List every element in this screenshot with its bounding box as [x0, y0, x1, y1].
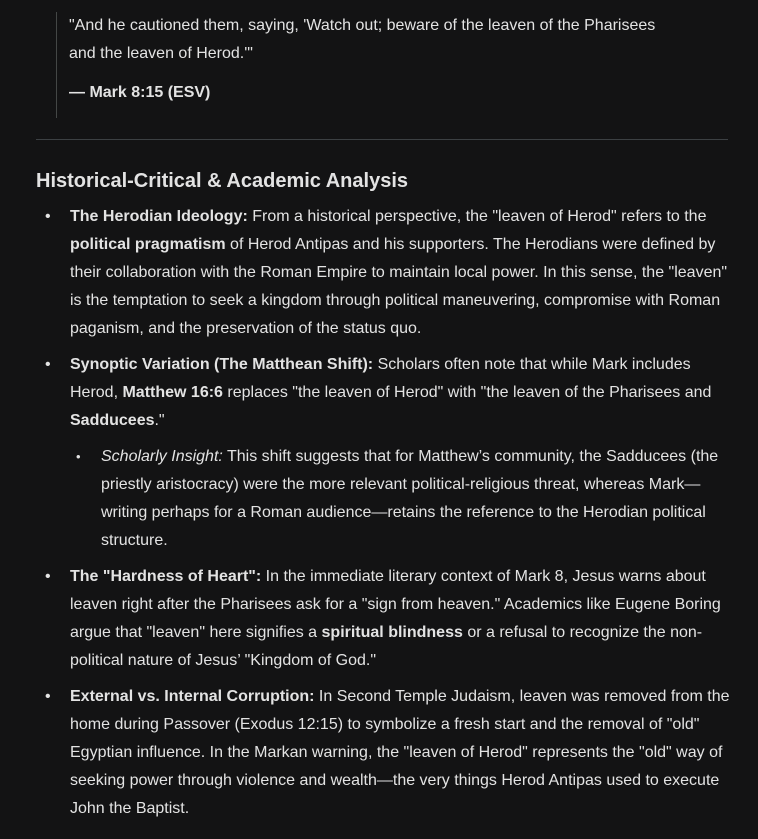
item-emphasis: spiritual blindness: [321, 624, 463, 641]
item-emphasis: political pragmatism: [70, 236, 226, 253]
sub-item-label: Scholarly Insight:: [101, 448, 223, 465]
item-emphasis: Sadducees: [70, 412, 155, 429]
quote-citation: — Mark 8:15 (ESV): [69, 84, 211, 101]
item-title: The Herodian Ideology:: [70, 208, 248, 225]
bullet-icon: •: [45, 208, 51, 225]
item-text: In Second Temple Judaism, leaven was removed from the home during Passover (Exodus 12:15) to symbolize a fresh start and the removal of "old" Egyptian influence. In the Markan warning, the "leaven of Herod" represents the "old" way of seeking power through violence and wealth—the very things Herod Antipas used to execute John the Baptist.: [70, 688, 730, 817]
list-item-external-internal-corruption: [36, 683, 736, 823]
item-text: or a refusal to recognize the non-political nature of Jesus’ "Kingdom of God.": [70, 624, 703, 669]
quote-text: [69, 12, 729, 68]
sub-list-item-scholarly-insight: [70, 443, 736, 555]
list-item-herodian-ideology: [36, 203, 736, 343]
item-emphasis: Matthew 16:6: [122, 384, 223, 401]
blockquote: [56, 12, 729, 118]
section-heading: Historical-Critical & Academic Analysis: [36, 170, 408, 192]
list-item-synoptic-variation: [36, 351, 736, 555]
quote-line-2: and the leaven of Herod.'": [69, 45, 253, 62]
horizontal-divider: [36, 139, 728, 140]
bullet-icon: •: [45, 688, 51, 705]
item-title: The "Hardness of Heart":: [70, 568, 262, 585]
item-text: of Herod Antipas and his supporters. The Herodians were defined by their collaboration with the Roman Empire to maintain local power. In this sense, the "leaven" is the temptation to seek a kingdom through political maneuvering, compromise with Roman paganism, and the preservation of the status quo.: [70, 236, 728, 337]
item-text: .": [154, 412, 165, 429]
sub-item-text: This shift suggests that for Matthew’s community, the Sadducees (the priestly aristocracy) were the more relevant political-religious threat, whereas Mark—writing perhaps for a Roman audience—retains the reference to the Herodian political structure.: [101, 448, 719, 549]
item-text: replaces "the leaven of Herod" with "the leaven of the Pharisees and: [222, 384, 712, 401]
list-item-hardness-of-heart: [36, 563, 736, 675]
item-text: In the immediate literary context of Mark 8, Jesus warns about leaven right after the Pharisees ask for a "sign from heaven." Academics like Eugene Boring argue that "leaven" here signifies a: [70, 568, 721, 641]
sub-bullet-icon: •: [76, 449, 81, 464]
item-title: Synoptic Variation (The Matthean Shift):: [70, 356, 374, 373]
sub-list: [70, 443, 736, 555]
bullet-icon: •: [45, 356, 51, 373]
analysis-list: [36, 203, 736, 831]
item-title: External vs. Internal Corruption:: [70, 688, 315, 705]
item-text: Scholars often note that while Mark includes Herod,: [70, 356, 691, 401]
quote-line-1: "And he cautioned them, saying, 'Watch out; beware of the leaven of the Pharisees: [69, 17, 656, 34]
bullet-icon: •: [45, 568, 51, 585]
item-text: From a historical perspective, the "leaven of Herod" refers to the: [247, 208, 707, 225]
